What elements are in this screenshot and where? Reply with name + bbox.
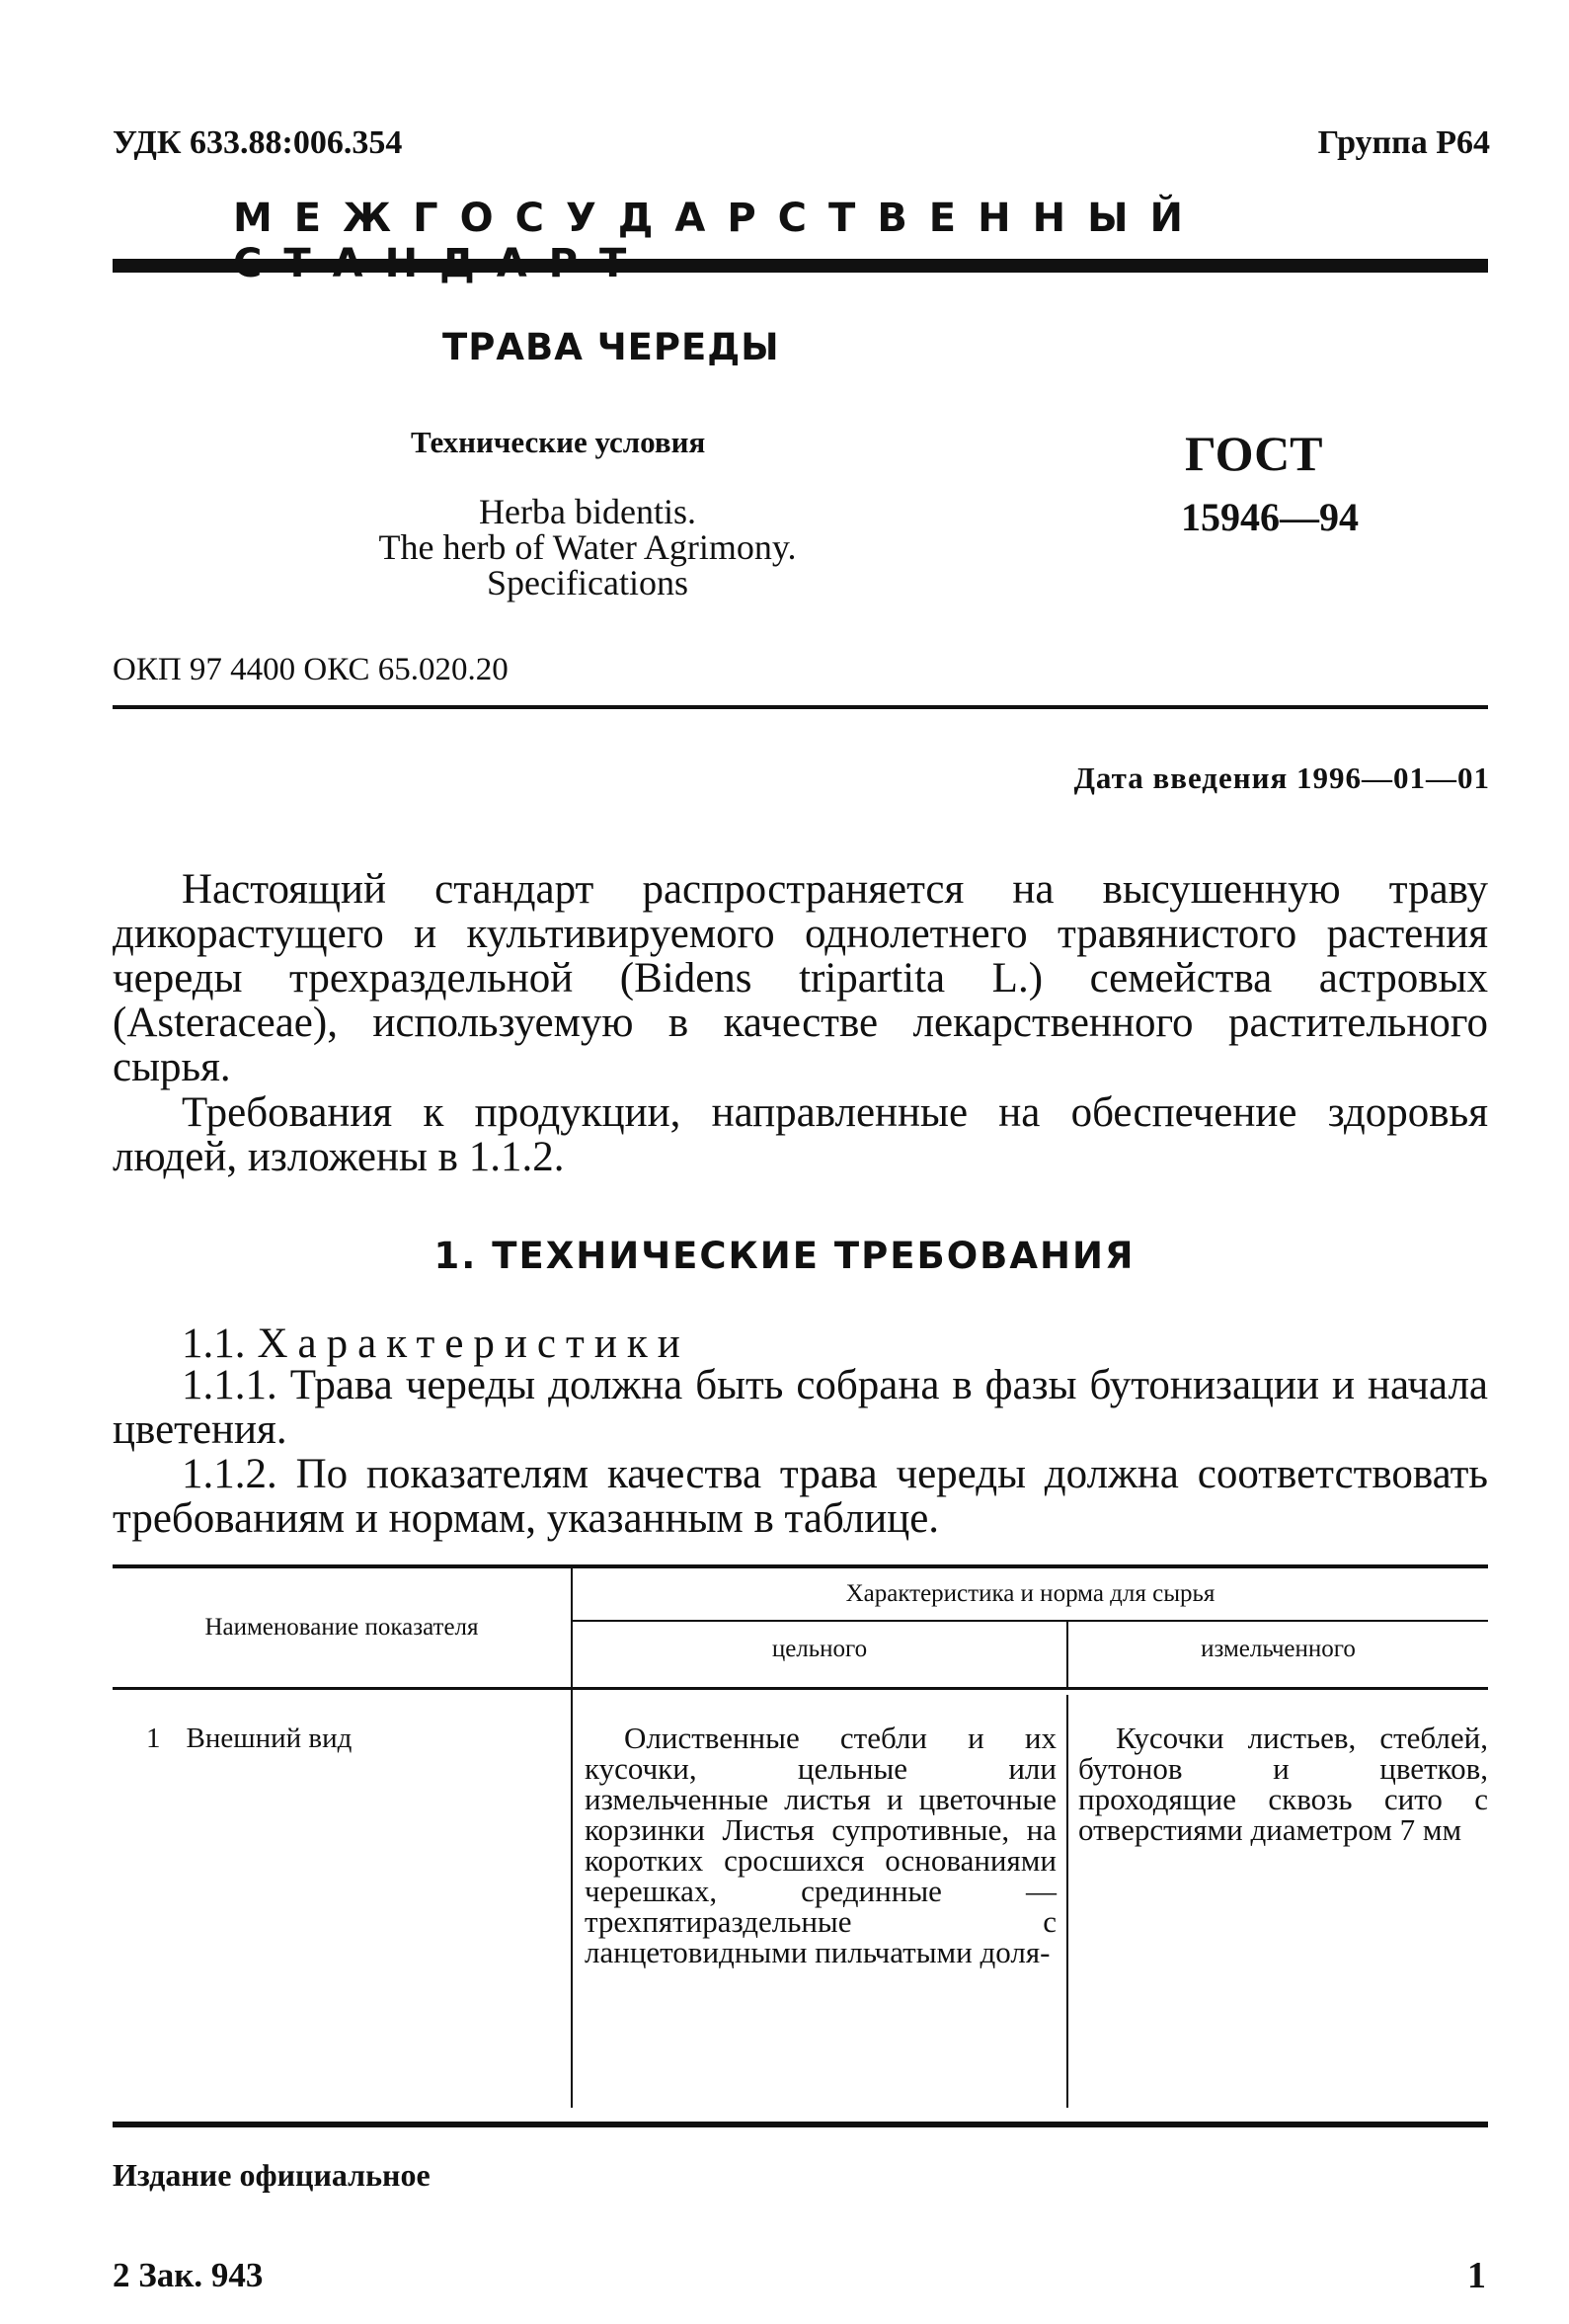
table-cell-whole: Олиственные стебли и их кусочки, цельные или измельченные листья и цветочные корзинки Листья супротивные, на коротких сросшихся основаниями черешках, срединные — трехпятираздельные с ланцетовидными пильчатыми доля- <box>585 1721 1057 1969</box>
order-number: 2 Зак. 943 <box>113 2256 264 2294</box>
gost-number: 15946—94 <box>1181 495 1359 539</box>
table-header-whole: цельного <box>771 1636 868 1662</box>
document-subtitle: Технические условия <box>411 425 706 459</box>
classification-rule <box>113 705 1488 709</box>
subsection-title: Характеристики <box>257 1321 690 1367</box>
scope-paragraph: Настоящий стандарт распространяется на высушенную траву дикорастущего и культивируемого однолетнего травянистого растения череды трехраздельной (Bidens tripartita L.) семейства астровых (Asteraceae), используемую в качестве лекарственного растительного сырья. <box>113 866 1488 1090</box>
subsection-1-1 <box>182 1320 690 1368</box>
clause-1-1-2: 1.1.2. По показателям качества трава череды должна соответствовать требованиям и нормам, указанным в таблице. <box>113 1451 1488 1542</box>
table-row-number: 1 <box>146 1723 161 1754</box>
table-header-crushed: измельченного <box>1201 1636 1356 1662</box>
requirements-paragraph: Требования к продукции, направленные на обеспечение здоровья людей, изложены в 1.1.2. <box>113 1089 1488 1180</box>
header-rule <box>113 259 1488 273</box>
table-cell-crushed: Кусочки листьев, стеблей, бутонов и цветков, проходящие сквозь сито с отверстиями диаметром 7 мм <box>1078 1721 1488 1847</box>
table-header-rule <box>113 1687 1488 1690</box>
udk-code: УДК 633.88:006.354 <box>113 124 403 161</box>
table-row-name <box>146 1723 352 1755</box>
footer-rule <box>113 2122 1488 2127</box>
english-title-line: Specifications <box>487 563 688 602</box>
english-title-line: Herba bidentis. <box>479 492 696 531</box>
classification-codes: ОКП 97 4400 ОКС 65.020.20 <box>113 652 509 687</box>
table-header-group: Характеристика и норма для сырья <box>845 1580 1216 1607</box>
page-number: 1 <box>1467 2255 1486 2296</box>
table-header-indicator: Наименование показателя <box>204 1614 479 1641</box>
group-code: Группа Р64 <box>1317 124 1490 161</box>
introduction-date: Дата введения 1996—01—01 <box>1073 761 1490 795</box>
section-heading: 1. ТЕХНИЧЕСКИЕ ТРЕБОВАНИЯ <box>433 1235 1136 1277</box>
standard-type-heading: МЕЖГОСУДАРСТВЕННЫЙ <box>233 196 1206 241</box>
table-row-label: Внешний вид <box>186 1723 353 1754</box>
english-title-line: The herb of Water Agrimony. <box>378 527 797 567</box>
subsection-number: 1.1. <box>182 1321 246 1367</box>
table-header-divider <box>573 1620 1488 1622</box>
edition-note: Издание официальное <box>113 2157 431 2193</box>
document-title: ТРАВА ЧЕРЕДЫ <box>442 326 780 368</box>
gost-label: ГОСТ <box>1185 426 1323 481</box>
english-title <box>326 494 849 601</box>
clause-1-1-1: 1.1.1. Трава череды должна быть собрана в фазы бутонизации и начала цветения. <box>113 1362 1488 1453</box>
table-column-divider <box>1066 1695 1068 2108</box>
